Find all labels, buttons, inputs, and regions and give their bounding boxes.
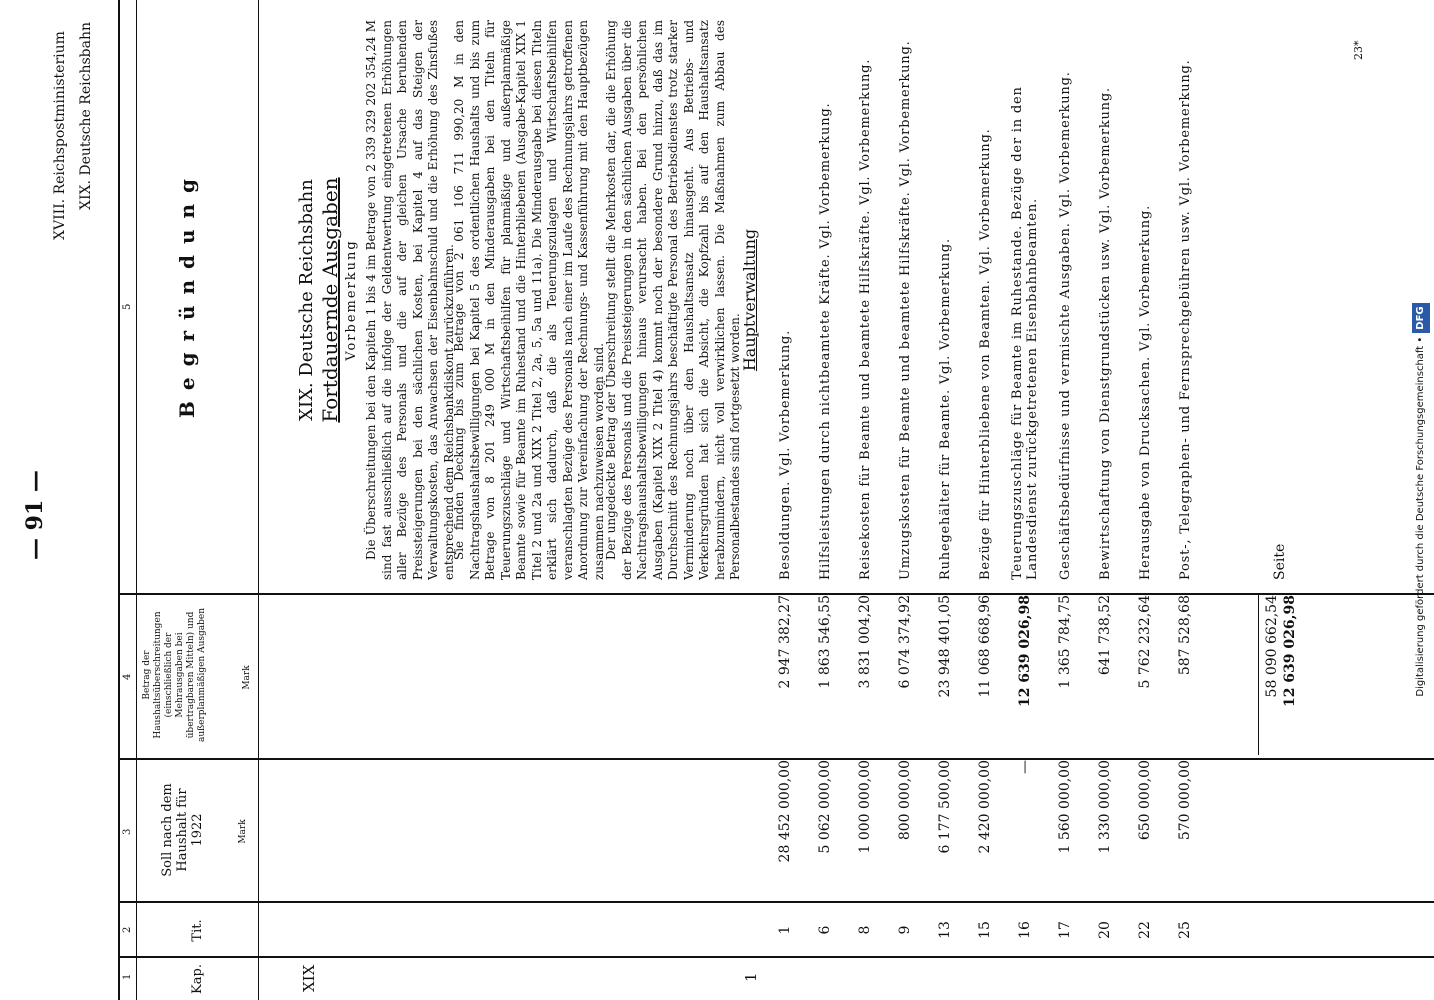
table-row [930,0,960,1000]
table-row [1170,0,1200,1000]
hauptverwaltung-kap: 1 [742,972,760,982]
header-tit: Tit. [190,919,205,942]
row-betrag: 641 738,52 [1097,595,1113,676]
digitization-credit [1412,0,1432,1000]
header-soll-unit: Mark [238,819,248,844]
table-row [970,0,1000,1000]
hauptverwaltung-heading: Hauptverwaltung [740,228,759,372]
row-soll: 28 452 000,00 [777,760,793,863]
totals-rule [1258,595,1259,755]
row-description: Umzugskosten für Beamte und beamtete Hilfskräfte. Vgl. Vorbemerkung. [897,40,913,580]
header-soll: Soll nach dem Haushalt für 1922 [160,783,205,877]
row-tit: 9 [897,925,913,935]
row-betrag: 1 863 546,55 [817,595,833,689]
section-subtitle: Fortdauernde Ausgaben [318,177,342,423]
total-carry: 12 639 026,98 [1282,595,1298,708]
row-betrag: 23 948 401,05 [937,595,953,698]
row-betrag: 11 068 668,96 [977,595,993,698]
table-row [1010,0,1040,1000]
row-description: Bezüge für Hinterbliebene von Beamten. Vgl. Vorbemerkung. [977,128,993,580]
header-rule [258,0,259,1000]
page-number: — 91 — [22,470,48,560]
row-betrag: 12 639 026,98 [1017,595,1033,708]
table-row [1050,0,1080,1000]
row-tit: 13 [937,921,953,939]
table-row [1090,0,1120,1000]
header-betrag: Betrag der Haushaltsüberschreitungen (einschließlich der Mehrausgaben bei übertragbaren Mitteln) und außerplanmäßigen Ausgaben [142,607,207,743]
row-tit: 8 [857,925,873,935]
row-betrag: 3 831 004,20 [857,595,873,689]
row-soll: 1 560 000,00 [1057,760,1073,854]
row-soll: 1 000 000,00 [857,760,873,854]
totals-label: Seite [1272,543,1288,580]
ministry-line-1: XVIII. Reichspostministerium [52,31,68,240]
credit-text: Digitalisierung gefördert durch die Deutsche Forschungsgemeinschaft • [1415,336,1426,697]
row-description: Bewirtschaftung von Dienstgrundstücken usw. Vgl. Vorbemerkung. [1097,87,1113,580]
row-tit: 6 [817,925,833,935]
table-row [770,0,800,1000]
row-soll: 800 000,00 [897,760,913,841]
row-betrag: 5 762 232,64 [1137,595,1153,689]
header-begruendung: B e g r ü n d u n g [175,177,199,418]
table-row [810,0,840,1000]
row-tit: 17 [1057,921,1073,939]
table-row [1130,0,1160,1000]
col-num-2: 2 [122,926,133,933]
row-description: Herausgabe von Drucksachen. Vgl. Vorbemerkung. [1137,204,1153,580]
row-betrag: 6 074 374,92 [897,595,913,689]
row-soll: 6 177 500,00 [937,760,953,854]
vorbemerkung-paragraph-2: Sie finden Deckung bis zum Betrage von 2 061 106 711 990,20 M in den Nachtragshaushaltsbewilligungen bei Kapitel 5 des ordentlichen Haushalts und bis zum Betrage von 8 201 249 000 M in den Minderausgaben bei den Titeln für Teuerungszuschläge und Wirtschaftsbeihilfen für planmäßige und außerplanmäßige Beamte sowie für Beamte im Ruhestand und die Hinterbliebenen (Ausgabe-Kapitel XIX 1 Titel 2 und 2a und XIX 2 Titel 2, 2a, 5, 5a und 11a). Die Minderausgabe bei diesen Titeln erklärt sich dadurch, daß die als Teuerungszulagen und Wirtschaftsbeihilfen veranschlagten Bezüge des Personals nach einer im Laufe des Rechnungsjahrs getroffenen Anordnung zur Vereinfachung der Rechnungs- und Kassenführung mit den Hauptbezügen zusammen nachzuweisen worden sind. [452,20,606,580]
row-soll: 570 000,00 [1177,760,1193,841]
row-tit: 22 [1137,921,1153,939]
dfg-logo: DFG [1412,303,1430,332]
col-num-4: 4 [122,673,133,680]
row-description: Reisekosten für Beamte und beamtete Hilfskräfte. Vgl. Vorbemerkung. [857,58,873,580]
total-sum: 58 090 662,54 [1264,595,1280,698]
section-title: XIX. Deutsche Reichsbahn [296,179,317,421]
ministry-line-2: XIX. Deutsche Reichsbahn [78,22,94,210]
row-soll: 2 420 000,00 [977,760,993,854]
section-kap: XIX [300,964,318,992]
row-description: Ruhegehälter für Beamte. Vgl. Vorbemerkung. [937,238,953,580]
vorbemerkung-paragraph-3: Der ungedeckte Betrag der Überschreitung stellt die Mehrkosten dar, die die Erhöhung der Bezüge des Personals und die Preissteigerungen in den sächlichen Ausgaben über die Nachtragshaushaltsbewilligungen hinaus verursacht haben. Bei den persönlichen Ausgaben (Kapitel XIX 2 Titel 4) kommt noch der besondere Grund hinzu, daß das im Durchschnitt des Rechnungsjahrs beschäftigte Personal des Betriebsdienstes trotz starker Verminderung noch über den Haushaltsansatz hinausgeht. Aus Betriebs- und Verkehrsgründen hat sich die Absicht, die Kopfzahl bis auf den Haushaltsansatz herabzumindern, nicht voll verwirklichen lassen. Die Maßnahmen zum Abbau des Personalbestandes sind fortgesetzt worden. [604,20,742,580]
row-description: Hilfsleistungen durch nichtbeamtete Kräfte. Vgl. Vorbemerkung. [817,102,833,580]
row-tit: 1 [777,925,793,935]
row-description: Geschäftsbedürfnisse und vermischte Ausgaben. Vgl. Vorbemerkung. [1057,71,1073,580]
row-soll: 1 330 000,00 [1097,760,1113,854]
row-soll: 5 062 000,00 [817,760,833,854]
row-betrag: 1 365 784,75 [1057,595,1073,689]
page-reference: 23* [1352,40,1365,60]
row-betrag: 2 947 382,27 [777,595,793,689]
row-soll: — [1017,760,1033,774]
col-num-1: 1 [122,973,133,980]
row-tit: 15 [977,921,993,939]
row-description: Teuerungszuschläge für Beamte im Ruhestande. Bezüge der in den Landesdienst zurückgetretenen Eisenbahnbeamten. [1010,86,1040,580]
row-tit: 20 [1097,921,1113,939]
table-row [890,0,920,1000]
row-description: Besoldungen. Vgl. Vorbemerkung. [777,329,793,580]
row-tit: 16 [1017,921,1033,939]
vorbemerkung-heading: Vorbemerkung [344,239,359,361]
row-betrag: 587 528,68 [1177,595,1193,676]
header-betrag-unit: Mark [242,665,252,690]
col-num-3: 3 [122,828,133,835]
colnum-rule [136,0,137,1000]
row-soll: 650 000,00 [1137,760,1153,841]
table-row [850,0,880,1000]
row-description: Post-, Telegraphen- und Fernsprechgebühren usw. Vgl. Vorbemerkung. [1177,59,1193,580]
col-num-5: 5 [122,303,133,310]
row-tit: 25 [1177,921,1193,939]
vorbemerkung-paragraph-1: Die Überschreitungen bei den Kapiteln 1 bis 4 im Betrage von 2 339 329 202 354,24 M sind fast ausschließlich auf die infolge der Geldentwertung eingetretenen Erhöhungen aller Bezüge des Personals und die auf der gleichen Ursache beruhenden Preissteigerungen bei den sächlichen Kosten, bei Kapitel 4 auf das Steigen der Verwaltungskosten, das Anwachsen der Eisenbahnschuld und die Erhöhung des Zinsfußes entsprechend dem Reichsbankdiskont zurückzuführen. [364,20,456,580]
top-rule [118,0,120,1000]
header-kap: Kap. [190,964,205,994]
